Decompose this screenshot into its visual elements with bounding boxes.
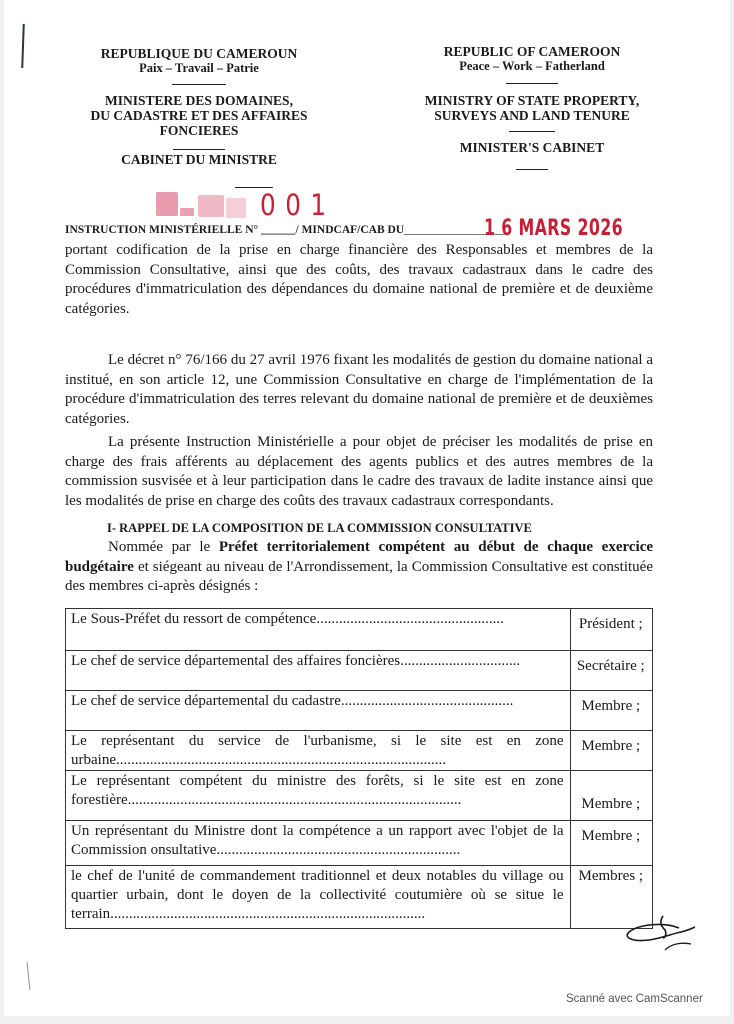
stamp-smudge-icon (156, 192, 178, 216)
stamp-smudge-icon (226, 198, 246, 218)
ministry-fr-line1: MINISTERE DES DOMAINES, (105, 93, 293, 108)
composition-bold: Préfet territorialement compétent au début de chaque exercice budgétaire (65, 539, 654, 575)
reference-number-blank: ______ (261, 224, 296, 236)
table-row (66, 866, 653, 929)
reference-date-blank: __________________ (404, 224, 508, 236)
table-row (66, 771, 653, 821)
member-description: Le représentant compétent du ministre des forêts, si le site est en zone forestière......................................................................................... (66, 771, 571, 821)
member-role: Membre ; (570, 771, 652, 821)
stamp-smudge-icon (198, 195, 224, 217)
member-role: Membre ; (570, 731, 652, 771)
ministry-en-line1: MINISTRY OF STATE PROPERTY, (424, 93, 640, 108)
divider (506, 83, 558, 84)
member-role: Membre ; (570, 691, 652, 731)
header-right (412, 44, 652, 170)
country-fr: REPUBLIQUE DU CAMEROUN (100, 46, 298, 61)
reference-code: / MINDCAF/CAB DU (295, 224, 405, 236)
member-description: Le représentant du service de l'urbanisme, si le site est en zone urbaine........................................................................................ (66, 731, 571, 771)
paragraph-decree: Le décret n° 76/166 du 27 avril 1976 fixant les modalités de gestion du domaine national a institué, en son article 12, une Commission Consultative en charge de l'implémentation de la procédure d'immatriculation des terres relevant du domaine national de première et de deuxièmes catégories. (65, 352, 653, 427)
table-row (66, 609, 653, 651)
document-page (4, 0, 730, 1016)
member-description: le chef de l'unité de commandement traditionnel et deux notables du village ou quartier urbain, dont le doyen de la collectivité coutumière où se situe le terrain.................................................................................... (66, 866, 571, 929)
instruction-subject: portant codification de la prise en charge financière des Responsables et membres de la Commission Consultative, ainsi que des coûts, des travaux cadastraux dans le cadre des procédures d'immatriculation des dépendances du domaine national de première et de deuxième catégories. (65, 242, 653, 317)
section-title: I- RAPPEL DE LA COMPOSITION DE LA COMMISSION CONSULTATIVE (107, 521, 532, 535)
member-description: Le Sous-Préfet du ressort de compétence.................................................. (66, 609, 571, 651)
instruction-reference (65, 224, 508, 236)
motto-fr: Paix – Travail – Patrie (139, 61, 259, 75)
commission-composition-table (65, 608, 653, 929)
member-role: Président ; (570, 609, 652, 651)
divider (172, 84, 226, 85)
member-role: Membres ; (570, 866, 652, 929)
composition-intro: Nommée par le (108, 539, 219, 555)
member-description: Le chef de service départemental des affaires foncières................................ (66, 651, 571, 691)
stamp-date: 1 6 MARS 2026 (484, 216, 623, 241)
motto-en: Peace – Work – Fatherland (459, 59, 605, 73)
country-en: REPUBLIC OF CAMEROON (443, 44, 621, 59)
reference-prefix: INSTRUCTION MINISTÉRIELLE N° (65, 224, 261, 236)
table-row (66, 691, 653, 731)
paragraph-composition (65, 538, 653, 597)
cabinet-fr: CABINET DU MINISTRE (121, 152, 277, 167)
ministry-fr-line3: FONCIERES (159, 123, 239, 138)
member-role: Secrétaire ; (570, 651, 652, 691)
margin-mark (27, 962, 31, 990)
table-row (66, 651, 653, 691)
divider (173, 149, 225, 150)
signature-initials-icon (619, 912, 699, 958)
cabinet-en: MINISTER'S CABINET (459, 140, 605, 155)
member-role: Membre ; (570, 821, 652, 866)
member-description: Le chef de service départemental du cadastre.............................................. (66, 691, 571, 731)
divider (516, 169, 548, 170)
member-description: Un représentant du Ministre dont la compétence a un rapport avec l'objet de la Commission onsultative................................................................. (66, 821, 571, 866)
camscanner-watermark: Scanné avec CamScanner (566, 993, 703, 1005)
stamp-smudge-icon (180, 208, 194, 216)
ministry-en-line2: SURVEYS AND LAND TENURE (434, 108, 630, 123)
divider (509, 131, 555, 132)
paragraph-purpose: La présente Instruction Ministérielle a pour objet de préciser les modalités de prise en charge des frais afférents au déplacement des agents publics et des autres membres de la commission susvisée et à leur participation dans le cadre des travaux de ladite instance ainsi que les modalités de prise en charge des coûts des travaux cadastraux correspondants. (65, 434, 653, 509)
header-left (84, 46, 314, 167)
table-row (66, 731, 653, 771)
composition-rest: et siégeant au niveau de l'Arrondissement, la Commission Consultative est constituée des membres ci-après désignés : (65, 558, 653, 594)
stamp-number: 0 0 1 (260, 188, 327, 222)
margin-mark (21, 24, 25, 68)
table-row (66, 821, 653, 866)
ministry-fr-line2: DU CADASTRE ET DES AFFAIRES (90, 108, 308, 123)
